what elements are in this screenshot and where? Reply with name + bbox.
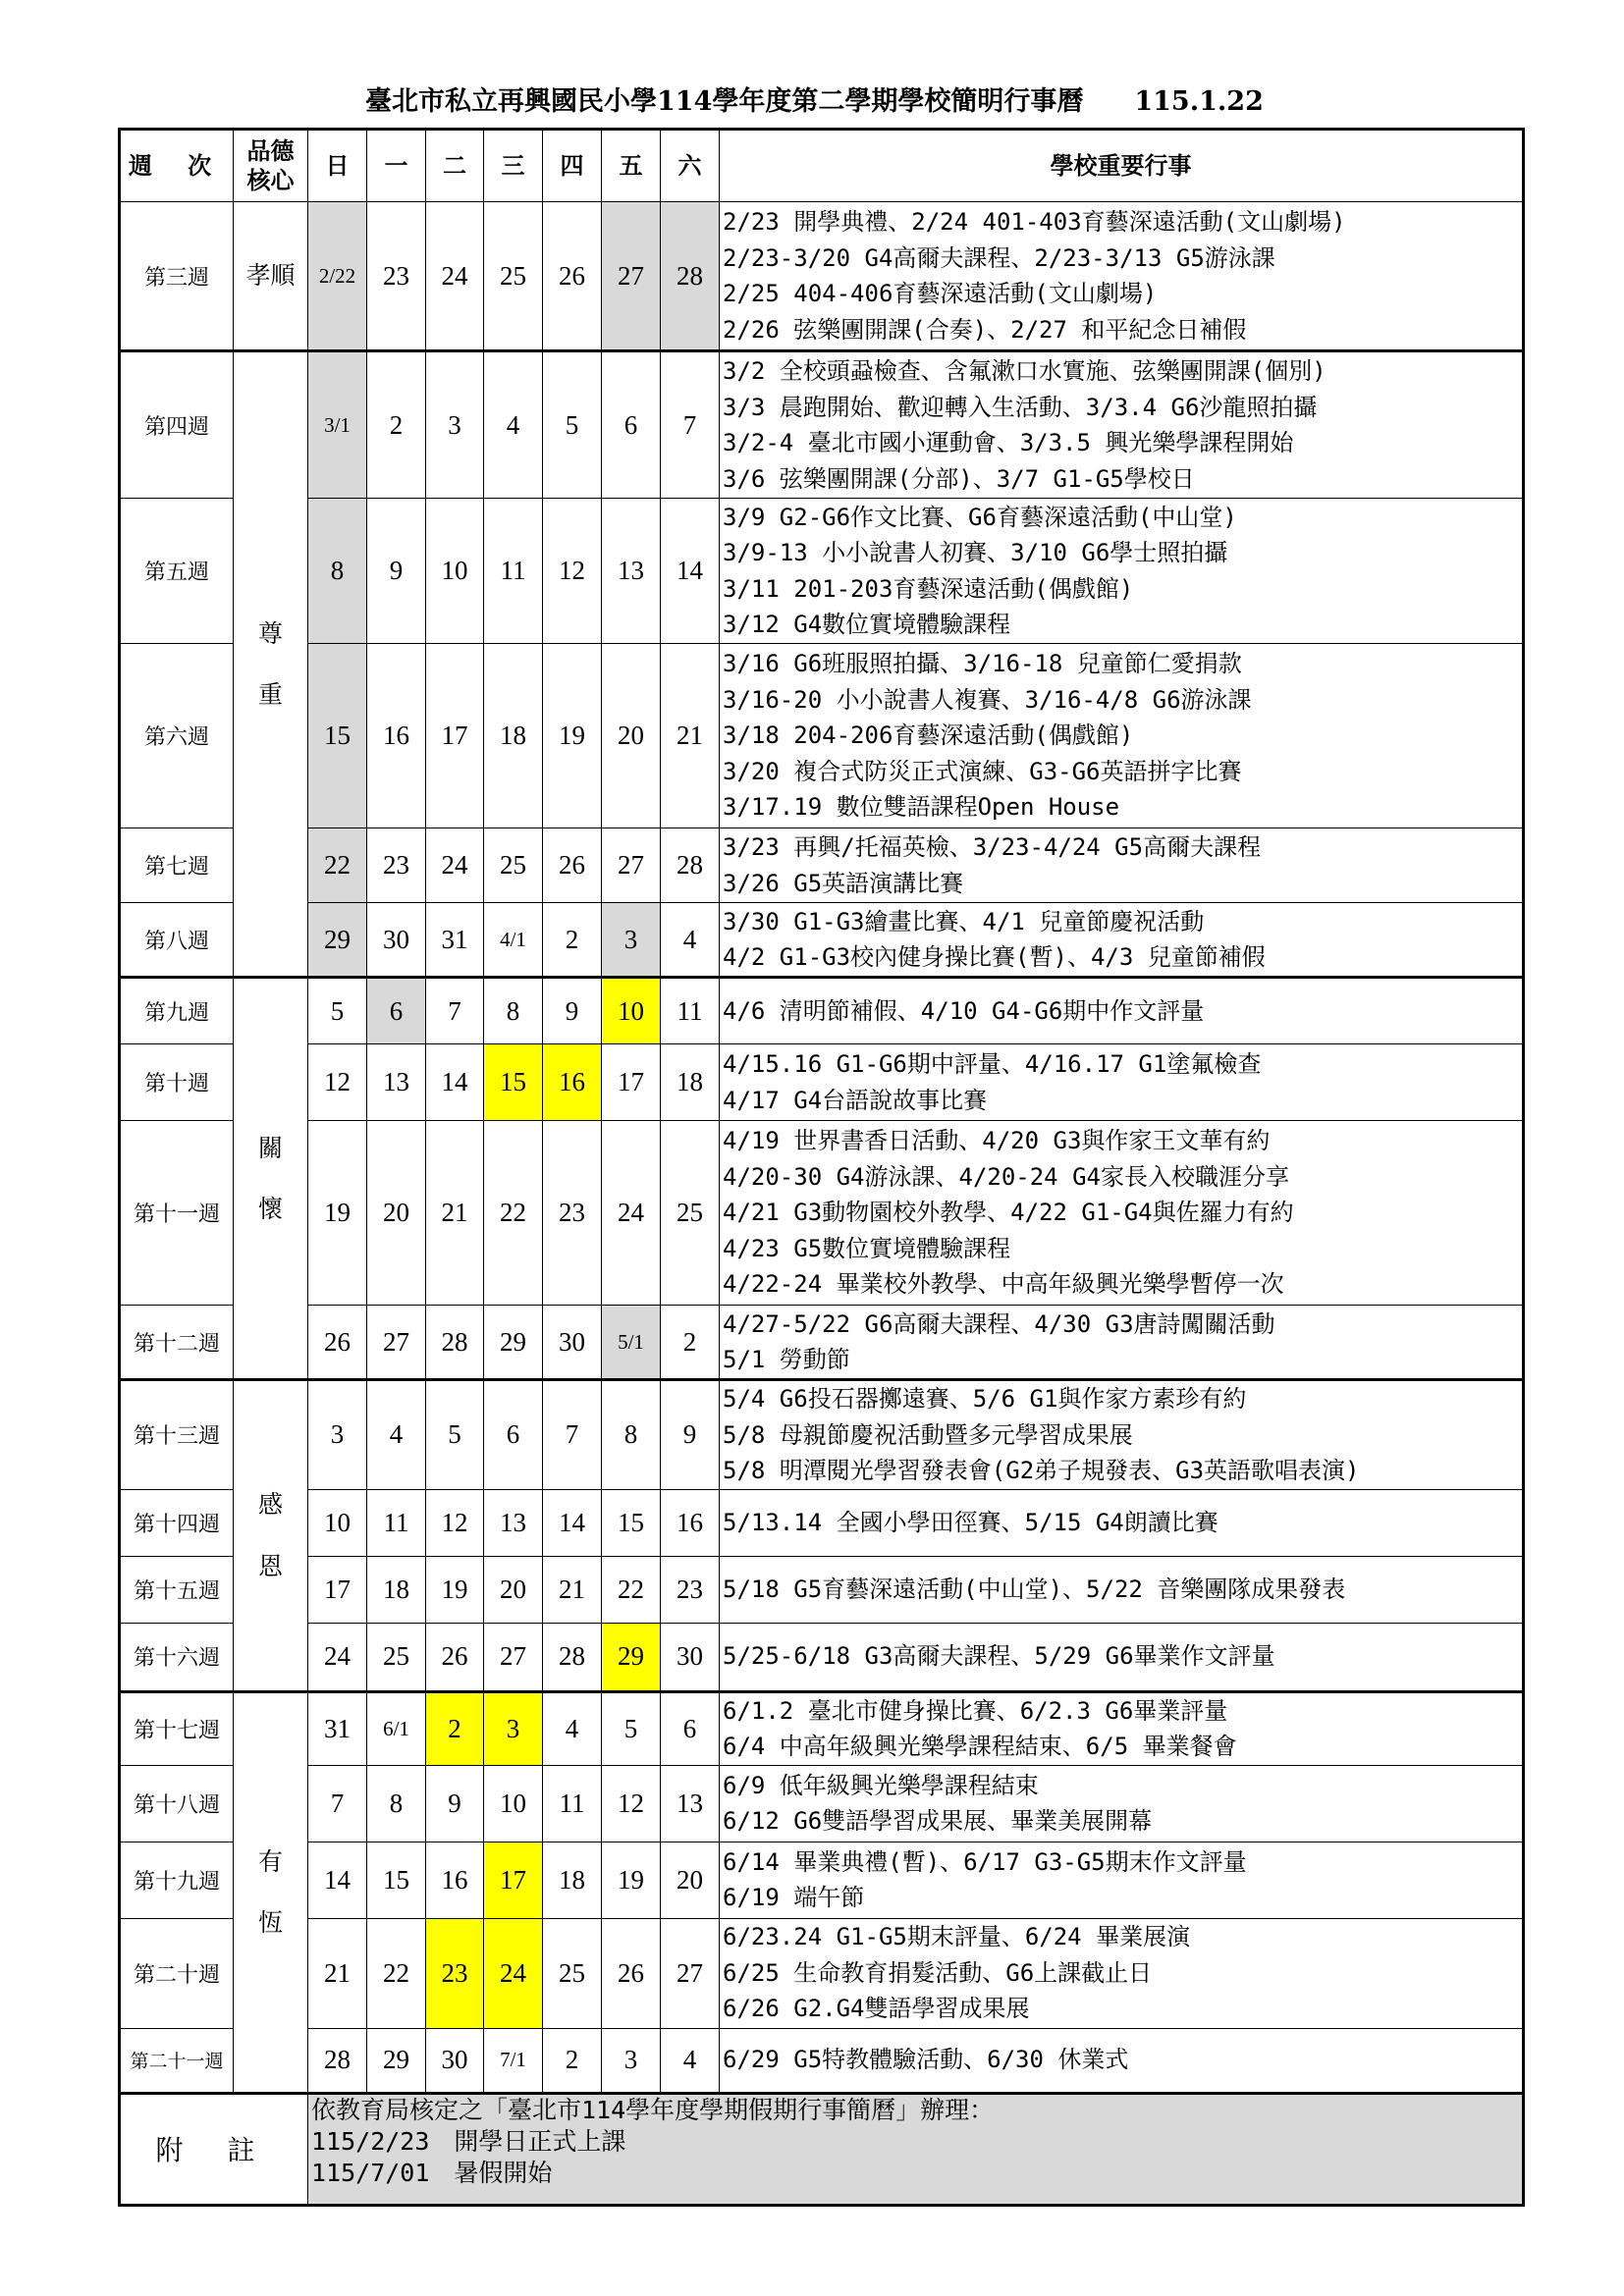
day-cell: 23 — [543, 1121, 602, 1306]
event-line: 4/23 G5數位實境體驗課程 — [723, 1234, 1011, 1262]
week-label: 第十週 — [120, 1044, 234, 1121]
day-cell: 4 — [661, 2028, 720, 2093]
day-cell: 26 — [543, 828, 602, 903]
week-label: 第十二週 — [120, 1306, 234, 1380]
day-cell: 14 — [426, 1044, 484, 1121]
day-cell: 28 — [661, 828, 720, 903]
day-cell: 4 — [484, 351, 543, 499]
day-cell: 3/1 — [308, 351, 367, 499]
day-cell: 27 — [367, 1306, 426, 1380]
day-cell: 21 — [426, 1121, 484, 1306]
day-cell: 31 — [308, 1691, 367, 1765]
day-cell: 23 — [426, 1918, 484, 2028]
events-cell — [720, 1691, 1524, 1765]
day-cell: 7 — [426, 978, 484, 1044]
day-cell: 10 — [426, 499, 484, 644]
day-cell: 29 — [484, 1306, 543, 1380]
day-cell: 6 — [661, 1691, 720, 1765]
day-cell: 4/1 — [484, 903, 543, 978]
event-line: 6/26 G2.G4雙語學習成果展 — [723, 1995, 1030, 2023]
calendar-table — [118, 128, 1525, 2207]
week-row — [120, 1380, 1524, 1490]
events-cell — [720, 903, 1524, 978]
core-value: 感 恩 — [234, 1380, 308, 1692]
day-cell: 22 — [484, 1121, 543, 1306]
day-cell: 20 — [661, 1842, 720, 1918]
event-line: 3/17.19 數位雙語課程Open House — [723, 793, 1120, 822]
day-cell: 27 — [602, 202, 661, 351]
events-cell — [720, 828, 1524, 903]
day-cell: 4 — [367, 1380, 426, 1490]
week-label: 第五週 — [120, 499, 234, 644]
day-cell: 22 — [308, 828, 367, 903]
week-row — [120, 2028, 1524, 2093]
day-cell: 28 — [543, 1623, 602, 1691]
events-cell — [720, 1489, 1524, 1556]
event-line: 5/18 G5育藝深遠活動(中山堂)、5/22 音樂團隊成果發表 — [723, 1575, 1346, 1603]
day-cell: 30 — [543, 1306, 602, 1380]
day-cell: 12 — [543, 499, 602, 644]
event-line: 5/25-6/18 G3高爾夫課程、5/29 G6畢業作文評量 — [723, 1642, 1275, 1671]
events-cell — [720, 351, 1524, 499]
header-day-fri: 五 — [602, 130, 661, 202]
events-cell — [720, 1121, 1524, 1306]
event-line: 2/23-3/20 G4高爾夫課程、2/23-3/13 G5游泳課 — [723, 243, 1275, 272]
day-cell: 3 — [426, 351, 484, 499]
event-line: 4/21 G3動物園校外教學、4/22 G1-G4與佐羅力有約 — [723, 1199, 1294, 1227]
day-cell: 23 — [661, 1556, 720, 1623]
week-row — [120, 903, 1524, 978]
day-cell: 29 — [367, 2028, 426, 2093]
week-row — [120, 1121, 1524, 1306]
day-cell: 25 — [543, 1918, 602, 2028]
event-line: 5/8 明潭閱光學習發表會(G2弟子規發表、G3英語歌唱表演) — [723, 1457, 1360, 1484]
week-row — [120, 499, 1524, 644]
day-cell: 11 — [367, 1489, 426, 1556]
week-label: 第六週 — [120, 644, 234, 828]
header-week: 週 次 — [120, 130, 234, 202]
header-row — [120, 130, 1524, 202]
day-cell: 6 — [484, 1380, 543, 1490]
week-row — [120, 1306, 1524, 1380]
day-cell: 11 — [484, 499, 543, 644]
day-cell: 2 — [543, 903, 602, 978]
event-line: 3/3 晨跑開始、歡迎轉入生活動、3/3.4 G6沙龍照拍攝 — [723, 393, 1318, 421]
day-cell: 26 — [308, 1306, 367, 1380]
day-cell: 28 — [426, 1306, 484, 1380]
day-cell: 7 — [308, 1765, 367, 1842]
events-cell — [720, 499, 1524, 644]
event-line: 4/19 世界書香日活動、4/20 G3與作家王文華有約 — [723, 1127, 1271, 1155]
day-cell: 12 — [426, 1489, 484, 1556]
week-label: 第十五週 — [120, 1556, 234, 1623]
day-cell: 2 — [367, 351, 426, 499]
day-cell: 25 — [484, 202, 543, 351]
week-label: 第十四週 — [120, 1489, 234, 1556]
day-cell: 8 — [367, 1765, 426, 1842]
day-cell: 3 — [308, 1380, 367, 1490]
week-row — [120, 1556, 1524, 1623]
event-line: 3/30 G1-G3繪畫比賽、4/1 兒童節慶祝活動 — [723, 907, 1205, 935]
event-line: 3/23 再興/托福英檢、3/23-4/24 G5高爾夫課程 — [723, 833, 1262, 861]
week-row — [120, 828, 1524, 903]
day-cell: 5/1 — [602, 1306, 661, 1380]
day-cell: 16 — [426, 1842, 484, 1918]
day-cell: 11 — [543, 1765, 602, 1842]
week-label: 第十九週 — [120, 1842, 234, 1918]
event-line: 3/6 弦樂團開課(分部)、3/7 G1-G5學校日 — [723, 464, 1195, 493]
day-cell: 27 — [602, 828, 661, 903]
event-line: 6/12 G6雙語學習成果展、畢業美展開幕 — [723, 1807, 1153, 1835]
day-cell: 16 — [367, 644, 426, 828]
week-label: 第十六週 — [120, 1623, 234, 1691]
event-line: 5/8 母親節慶祝活動暨多元學習成果展 — [723, 1420, 1133, 1449]
day-cell: 9 — [426, 1765, 484, 1842]
day-cell: 6/1 — [367, 1691, 426, 1765]
day-cell: 8 — [308, 499, 367, 644]
day-cell: 26 — [426, 1623, 484, 1691]
day-cell: 14 — [543, 1489, 602, 1556]
week-row — [120, 351, 1524, 499]
day-cell: 3 — [602, 2028, 661, 2093]
day-cell: 30 — [426, 2028, 484, 2093]
week-row — [120, 1765, 1524, 1842]
event-line: 6/1.2 臺北市健身操比賽、6/2.3 G6畢業評量 — [723, 1696, 1228, 1725]
title-text: 臺北市私立再興國民小學114學年度第二學期學校簡明行事曆 — [365, 86, 1084, 117]
day-cell: 16 — [661, 1489, 720, 1556]
event-line: 4/17 G4台語說故事比賽 — [723, 1086, 988, 1114]
day-cell: 30 — [367, 903, 426, 978]
day-cell: 25 — [661, 1121, 720, 1306]
day-cell: 18 — [367, 1556, 426, 1623]
day-cell: 13 — [661, 1765, 720, 1842]
header-day-tue: 二 — [426, 130, 484, 202]
day-cell: 16 — [543, 1044, 602, 1121]
day-cell: 15 — [602, 1489, 661, 1556]
header-day-mon: 一 — [367, 130, 426, 202]
notes-line: 115/7/01 暑假開始 — [311, 2158, 553, 2187]
notes-line: 依教育局核定之「臺北市114學年度學期假期行事簡曆」辦理： — [311, 2095, 995, 2124]
events-cell — [720, 1765, 1524, 1842]
events-cell — [720, 1556, 1524, 1623]
event-line: 2/23 開學典禮、2/24 401-403育藝深遠活動(文山劇場) — [723, 208, 1346, 236]
week-row — [120, 1691, 1524, 1765]
day-cell: 20 — [602, 644, 661, 828]
day-cell: 5 — [308, 978, 367, 1044]
week-row — [120, 644, 1524, 828]
event-line: 5/1 勞動節 — [723, 1346, 850, 1373]
notes-label: 附 註 — [120, 2093, 308, 2205]
week-row — [120, 1842, 1524, 1918]
event-line: 3/18 204-206育藝深遠活動(偶戲館) — [723, 721, 1134, 750]
day-cell: 17 — [484, 1842, 543, 1918]
week-row — [120, 1044, 1524, 1121]
day-cell: 7 — [661, 351, 720, 499]
header-day-sat: 六 — [661, 130, 720, 202]
events-cell — [720, 1044, 1524, 1121]
day-cell: 12 — [602, 1765, 661, 1842]
day-cell: 15 — [367, 1842, 426, 1918]
day-cell: 17 — [308, 1556, 367, 1623]
day-cell: 8 — [602, 1380, 661, 1490]
day-cell: 2 — [426, 1691, 484, 1765]
day-cell: 24 — [426, 828, 484, 903]
day-cell: 20 — [367, 1121, 426, 1306]
page-title — [365, 82, 1445, 122]
events-cell — [720, 2028, 1524, 2093]
week-row — [120, 1489, 1524, 1556]
day-cell: 4 — [661, 903, 720, 978]
day-cell: 7/1 — [484, 2028, 543, 2093]
calendar-body — [120, 202, 1524, 2094]
day-cell: 21 — [661, 644, 720, 828]
day-cell: 13 — [484, 1489, 543, 1556]
day-cell: 21 — [308, 1918, 367, 2028]
header-day-wed: 三 — [484, 130, 543, 202]
day-cell: 17 — [426, 644, 484, 828]
day-cell: 20 — [484, 1556, 543, 1623]
event-line: 4/15.16 G1-G6期中評量、4/16.17 G1塗氟檢查 — [723, 1050, 1262, 1078]
week-row — [120, 978, 1524, 1044]
day-cell: 25 — [367, 1623, 426, 1691]
day-cell: 26 — [602, 1918, 661, 2028]
notes-line: 115/2/23 開學日正式上課 — [311, 2126, 626, 2156]
day-cell: 6 — [602, 351, 661, 499]
event-line: 4/20-30 G4游泳課、4/20-24 G4家長入校職涯分享 — [723, 1162, 1289, 1191]
week-label: 第二十週 — [120, 1918, 234, 2028]
day-cell: 2/22 — [308, 202, 367, 351]
header-events: 學校重要行事 — [720, 130, 1524, 202]
day-cell: 9 — [543, 978, 602, 1044]
day-cell: 9 — [661, 1380, 720, 1490]
day-cell: 5 — [543, 351, 602, 499]
week-label: 第十八週 — [120, 1765, 234, 1842]
event-line: 3/16-20 小小說書人複賽、3/16-4/8 G6游泳課 — [723, 685, 1252, 714]
day-cell: 2 — [543, 2028, 602, 2093]
day-cell: 13 — [602, 499, 661, 644]
day-cell: 15 — [484, 1044, 543, 1121]
core-value: 尊 重 — [234, 351, 308, 978]
event-line: 3/2 全校頭蝨檢查、含氟漱口水實施、弦樂團開課(個別) — [723, 357, 1326, 385]
day-cell: 5 — [602, 1691, 661, 1765]
week-label: 第八週 — [120, 903, 234, 978]
week-row — [120, 1623, 1524, 1691]
day-cell: 19 — [308, 1121, 367, 1306]
event-line: 3/20 複合式防災正式演練、G3-G6英語拼字比賽 — [723, 757, 1242, 785]
day-cell: 24 — [602, 1121, 661, 1306]
day-cell: 30 — [661, 1623, 720, 1691]
day-cell: 21 — [543, 1556, 602, 1623]
day-cell: 28 — [661, 202, 720, 351]
notes-row — [120, 2093, 1524, 2205]
week-row — [120, 1918, 1524, 2028]
week-label: 第十一週 — [120, 1121, 234, 1306]
events-cell — [720, 644, 1524, 828]
core-value: 關 懷 — [234, 978, 308, 1380]
day-cell: 4 — [543, 1691, 602, 1765]
day-cell: 12 — [308, 1044, 367, 1121]
day-cell: 10 — [602, 978, 661, 1044]
day-cell: 11 — [661, 978, 720, 1044]
events-cell — [720, 1380, 1524, 1490]
events-cell — [720, 978, 1524, 1044]
day-cell: 18 — [484, 644, 543, 828]
day-cell: 13 — [367, 1044, 426, 1121]
event-line: 3/11 201-203育藝深遠活動(偶戲館) — [723, 574, 1134, 603]
day-cell: 8 — [484, 978, 543, 1044]
day-cell: 29 — [308, 903, 367, 978]
day-cell: 23 — [367, 828, 426, 903]
event-line: 6/25 生命教育捐髮活動、G6上課截止日 — [723, 1958, 1153, 1987]
events-cell — [720, 1623, 1524, 1691]
day-cell: 14 — [308, 1842, 367, 1918]
week-label: 第二十一週 — [120, 2028, 234, 2093]
event-line: 3/26 G5英語演講比賽 — [723, 869, 964, 897]
event-line: 2/25 404-406育藝深遠活動(文山劇場) — [723, 280, 1158, 307]
day-cell: 22 — [602, 1556, 661, 1623]
week-label: 第九週 — [120, 978, 234, 1044]
day-cell: 6 — [367, 978, 426, 1044]
event-line: 4/2 G1-G3校內健身操比賽(暫)、4/3 兒童節補假 — [723, 943, 1266, 971]
day-cell: 19 — [543, 644, 602, 828]
day-cell: 28 — [308, 2028, 367, 2093]
day-cell: 3 — [602, 903, 661, 978]
day-cell: 19 — [602, 1842, 661, 1918]
day-cell: 7 — [543, 1380, 602, 1490]
day-cell: 15 — [308, 644, 367, 828]
event-line: 4/27-5/22 G6高爾夫課程、4/30 G3唐詩闖關活動 — [723, 1309, 1275, 1338]
event-line: 6/19 端午節 — [723, 1884, 865, 1911]
event-line: 5/13.14 全國小學田徑賽、5/15 G4朗讀比賽 — [723, 1508, 1218, 1536]
week-label: 第三週 — [120, 202, 234, 351]
notes-body — [308, 2093, 1524, 2205]
event-line: 6/9 低年級興光樂學課程結束 — [723, 1771, 1039, 1799]
header-core-line2: 核心 — [246, 166, 295, 194]
day-cell: 24 — [484, 1918, 543, 2028]
header-core — [234, 130, 308, 202]
events-cell — [720, 1306, 1524, 1380]
events-cell — [720, 1918, 1524, 2028]
day-cell: 9 — [367, 499, 426, 644]
event-line: 4/22-24 畢業校外教學、中高年級興光樂學暫停一次 — [723, 1270, 1284, 1299]
event-line: 6/14 畢業典禮(暫)、6/17 G3-G5期末作文評量 — [723, 1847, 1247, 1876]
day-cell: 24 — [308, 1623, 367, 1691]
event-line: 3/2-4 臺北市國小運動會、3/3.5 興光樂學課程開始 — [723, 429, 1294, 456]
day-cell: 5 — [426, 1380, 484, 1490]
day-cell: 19 — [426, 1556, 484, 1623]
events-cell — [720, 1842, 1524, 1918]
day-cell: 31 — [426, 903, 484, 978]
week-row — [120, 202, 1524, 351]
day-cell: 27 — [661, 1918, 720, 2028]
day-cell: 22 — [367, 1918, 426, 2028]
event-line: 6/29 G5特教體驗活動、6/30 休業式 — [723, 2046, 1129, 2074]
week-label: 第十七週 — [120, 1691, 234, 1765]
event-line: 2/26 弦樂團開課(合奏)、2/27 和平紀念日補假 — [723, 315, 1247, 344]
day-cell: 18 — [543, 1842, 602, 1918]
day-cell: 26 — [543, 202, 602, 351]
event-line: 5/4 G6投石器擲遠賽、5/6 G1與作家方素珍有約 — [723, 1385, 1247, 1413]
day-cell: 29 — [602, 1623, 661, 1691]
header-core-line1: 品德 — [246, 136, 295, 165]
header-day-sun: 日 — [308, 130, 367, 202]
day-cell: 14 — [661, 499, 720, 644]
day-cell: 25 — [484, 828, 543, 903]
event-line: 3/9-13 小小說書人初賽、3/10 G6學士照拍攝 — [723, 539, 1228, 566]
event-line: 6/4 中高年級興光樂學課程結束、6/5 畢業餐會 — [723, 1733, 1237, 1760]
day-cell: 3 — [484, 1691, 543, 1765]
day-cell: 23 — [367, 202, 426, 351]
week-label: 第十三週 — [120, 1380, 234, 1490]
event-line: 3/16 G6班服照拍攝、3/16-18 兒童節仁愛捐款 — [723, 650, 1242, 678]
day-cell: 2 — [661, 1306, 720, 1380]
day-cell: 17 — [602, 1044, 661, 1121]
event-line: 6/23.24 G1-G5期末評量、6/24 畢業展演 — [723, 1923, 1191, 1951]
event-line: 3/9 G2-G6作文比賽、G6育藝深遠活動(中山堂) — [723, 503, 1237, 531]
header-day-thu: 四 — [543, 130, 602, 202]
event-line: 3/12 G4數位實境體驗課程 — [723, 611, 1011, 638]
day-cell: 27 — [484, 1623, 543, 1691]
title-date: 115.1.22 — [1134, 86, 1264, 117]
event-line: 4/6 清明節補假、4/10 G4-G6期中作文評量 — [723, 996, 1205, 1025]
day-cell: 10 — [308, 1489, 367, 1556]
week-label: 第七週 — [120, 828, 234, 903]
day-cell: 10 — [484, 1765, 543, 1842]
day-cell: 24 — [426, 202, 484, 351]
week-label: 第四週 — [120, 351, 234, 499]
core-value: 有 恆 — [234, 1691, 308, 2093]
day-cell: 18 — [661, 1044, 720, 1121]
events-cell — [720, 202, 1524, 351]
core-value: 孝順 — [234, 202, 308, 351]
